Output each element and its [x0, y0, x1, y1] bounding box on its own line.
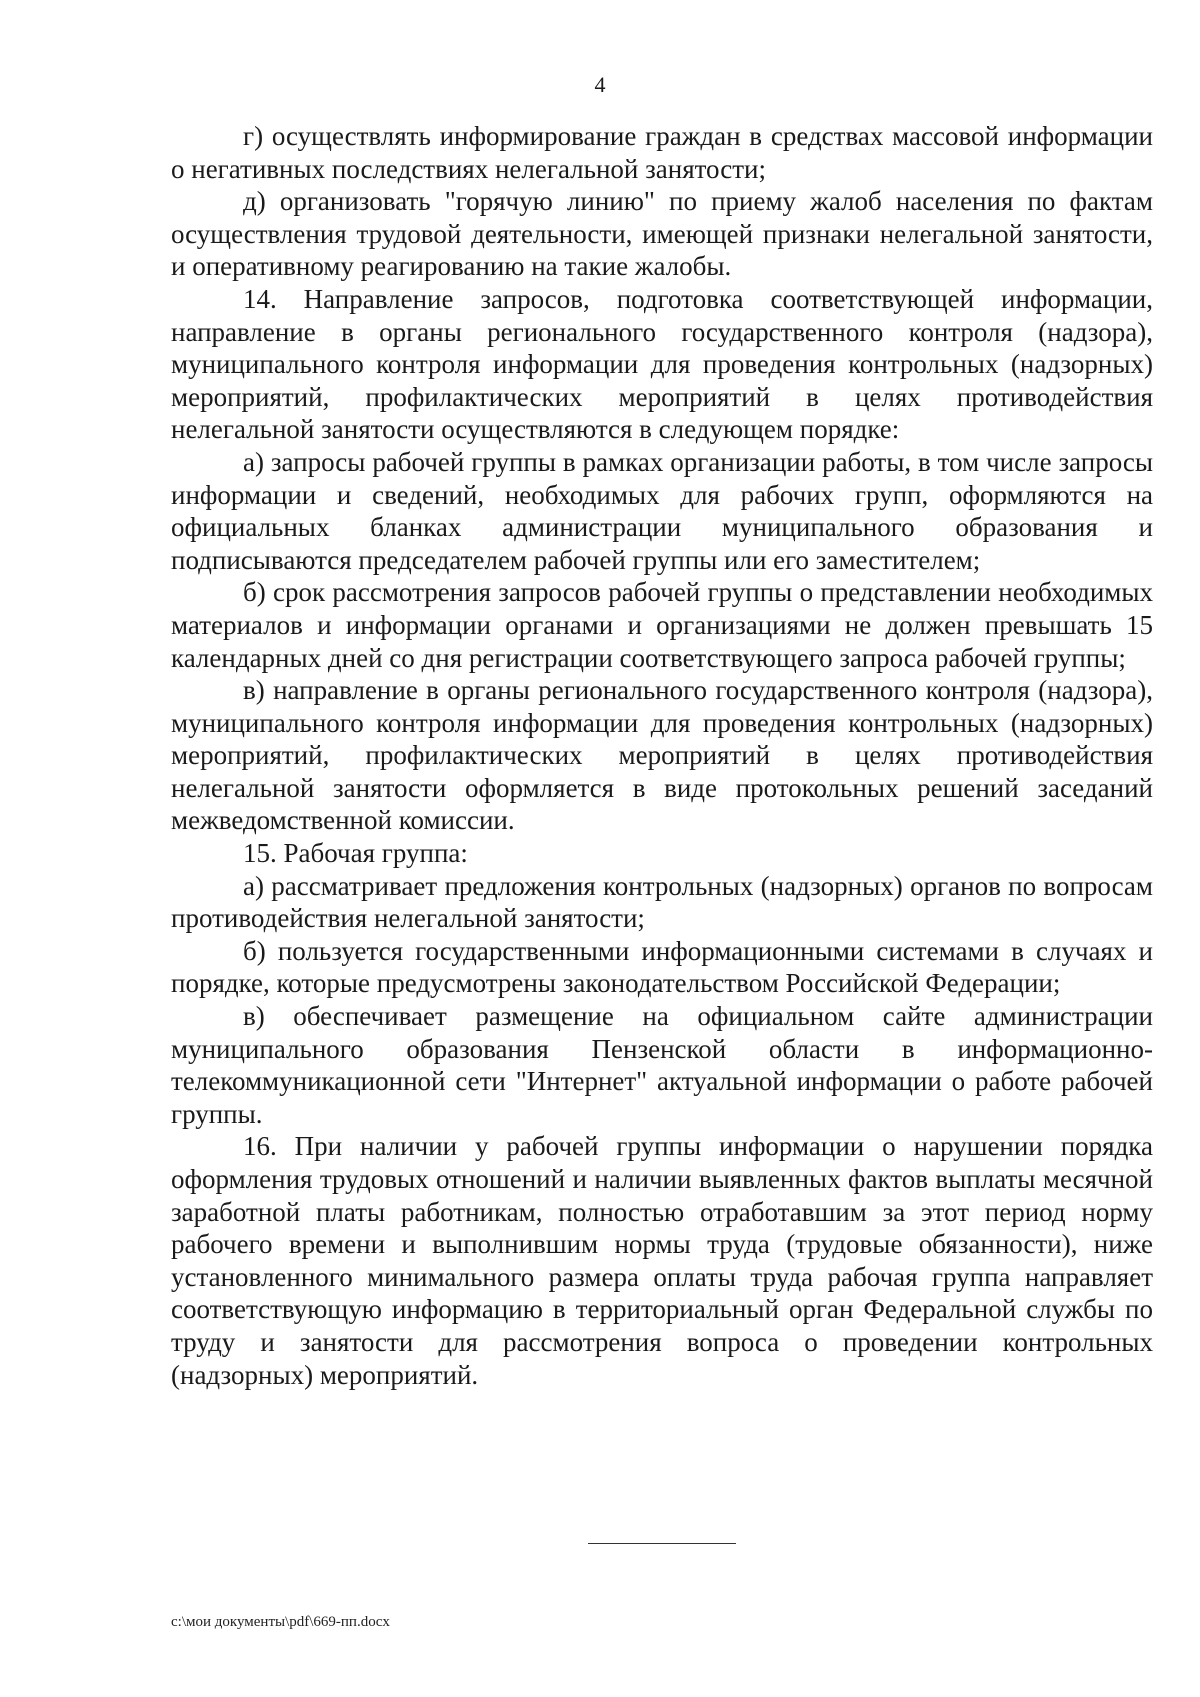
paragraph-15-working-group: 15. Рабочая группа: — [243, 838, 468, 869]
paragraph-b-deadline: б) срок рассмотрения запросов рабочей группы о представлении необходимых материалов и информации органами и организациями не должен превышать 15 календарных дней со дня регистрации соответствующего запроса рабочей группы; — [171, 577, 1153, 673]
paragraph-b-uses-systems: б) пользуется государственными информационными системами в случаях и порядке, которые предусмотрены законодательством Российской Федерации; — [171, 935, 1153, 999]
paragraph-d-hotline: д) организовать "горячую линию" по приему жалоб населения по фактам осуществления трудовой деятельности, имеющей признаки нелегальной занятости, и оперативному реагированию на такие жалобы. — [171, 186, 1153, 282]
paragraph-16-violations: 16. При наличии у рабочей группы информации о нарушении порядка оформления трудовых отношений и наличии выявленных фактов выплаты месячной заработной платы работникам, полностью отработавшим за этот период норму рабочего времени и выполнившим нормы труда (трудовые обязанности), ниже установленного минимального размера оплаты труда рабочая группа направляет соответствующую информацию в территориальный орган Федеральной службы по труду и занятости для рассмотрения вопроса о проведении контрольных (надзорных) мероприятий. — [171, 1131, 1153, 1390]
paragraph-a-requests-forms: а) запросы рабочей группы в рамках организации работы, в том числе запросы информации и сведений, необходимых для рабочих групп, оформляются на официальных бланках администрации муниципального образования и подписываются председателем рабочей группы или его заместителем; — [171, 446, 1153, 575]
paragraph-v-publishes: в) обеспечивает размещение на официальном сайте администрации муниципального образования Пензенской области в информационно-телекоммуникационной сети "Интернет" актуальной информации о работе рабочей группы. — [171, 1001, 1153, 1129]
footer-file-path: c:\мои документы\pdf\669-пп.docx — [171, 1614, 390, 1630]
paragraph-14-requests: 14. Направление запросов, подготовка соответствующей информации, направление в органы регионального государственного контроля (надзора), муниципального контроля информации для проведения контрольных (надзорных) мероприятий, профилактических мероприятий в целях противодействия нелегальной занятости осуществляются в следующем порядке: — [171, 283, 1153, 445]
paragraph-a-considers: а) рассматривает предложения контрольных (надзорных) органов по вопросам противодействия нелегальной занятости; — [171, 870, 1153, 934]
page-number: 4 — [594, 72, 606, 97]
paragraph-v-protocol: в) направление в органы регионального государственного контроля (надзора), муниципального контроля информации для проведения контрольных (надзорных) мероприятий, профилактических мероприятий в целях противодействия нелегальной занятости оформляется в виде протокольных решений заседаний межведомственной комиссии. — [171, 675, 1153, 836]
end-separator-line — [588, 1543, 736, 1544]
document-body — [171, 120, 1153, 1391]
paragraph-g-inform: г) осуществлять информирование граждан в средствах массовой информации о негативных последствиях нелегальной занятости; — [171, 121, 1153, 184]
